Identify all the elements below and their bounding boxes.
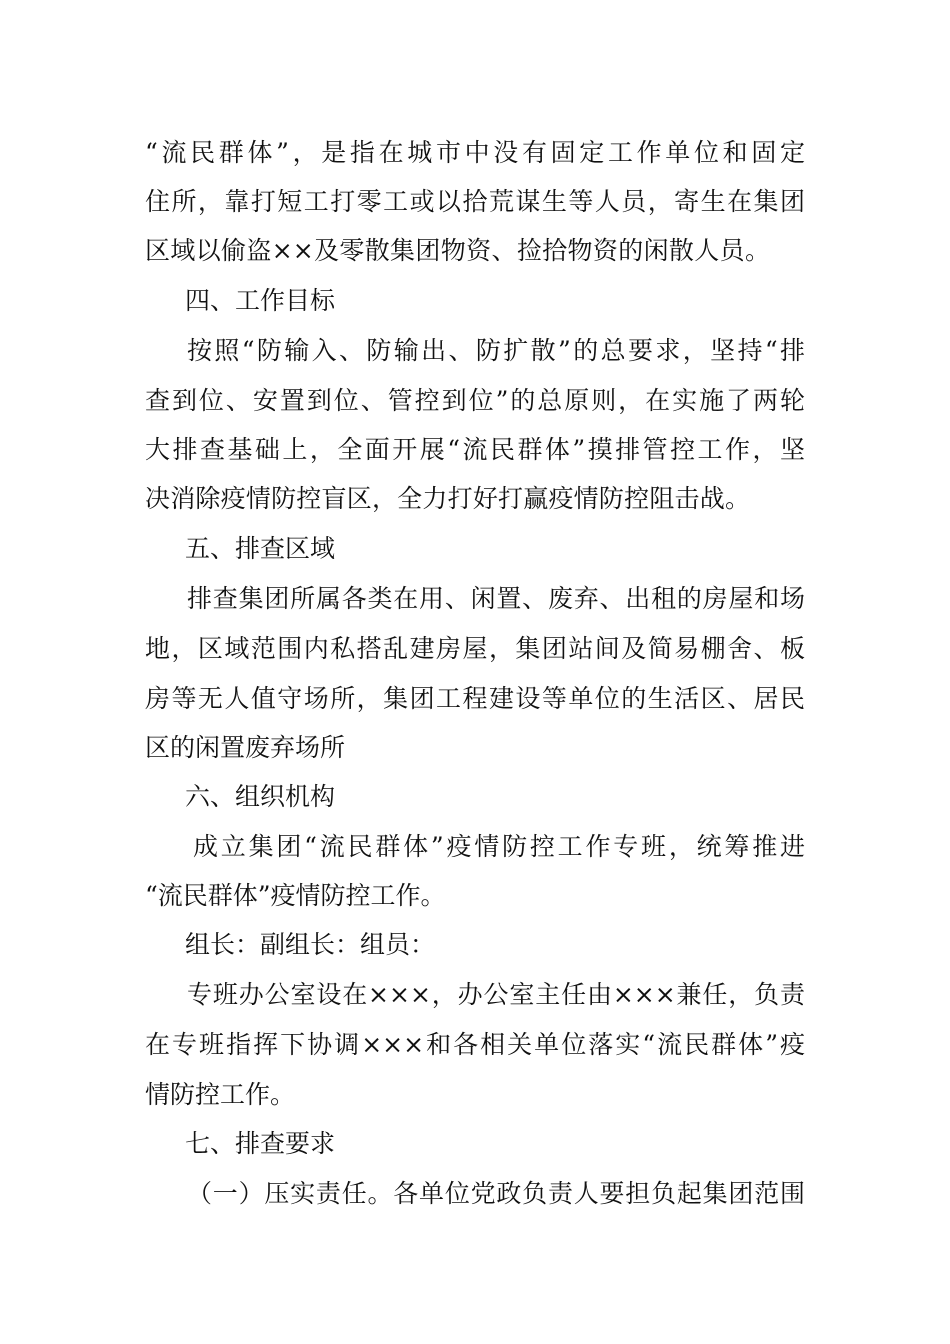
paragraph-line: 排查集团所属各类在用、闲置、废弃、出租的房屋和场 bbox=[187, 584, 805, 613]
paragraph-line: （一）压实责任。各单位党政负责人要担负起集团范围 bbox=[187, 1179, 805, 1208]
section-heading: 四、工作目标 bbox=[185, 286, 336, 315]
paragraph-line: “流民群体”，是指在城市中没有固定工作单位和固定 bbox=[145, 138, 805, 167]
paragraph-line: 区域以偷盗××及零散集团物资、捡拾物资的闲散人员。 bbox=[145, 236, 770, 265]
section-heading: 六、组织机构 bbox=[185, 782, 336, 811]
paragraph-line: 组长：副组长：组员： bbox=[185, 930, 436, 959]
paragraph-line: 查到位、安置到位、管控到位”的总原则，在实施了两轮 bbox=[145, 386, 805, 415]
paragraph-line: 成立集团“流民群体”疫情防控工作专班，统筹推进 bbox=[193, 832, 805, 861]
paragraph-line: 按照“防输入、防输出、防扩散”的总要求，坚持“排 bbox=[187, 336, 805, 365]
paragraph-line: 专班办公室设在×××，办公室主任由×××兼任，负责 bbox=[187, 980, 805, 1009]
paragraph-line: 大排查基础上，全面开展“流民群体”摸排管控工作，坚 bbox=[145, 435, 805, 464]
paragraph-line: 情防控工作。 bbox=[145, 1080, 296, 1109]
paragraph-line: 房等无人值守场所，集团工程建设等单位的生活区、居民 bbox=[145, 684, 805, 713]
paragraph-line: 住所，靠打短工打零工或以拾荒谋生等人员，寄生在集团 bbox=[145, 187, 805, 216]
paragraph-line: 地，区域范围内私搭乱建房屋，集团站间及简易棚舍、板 bbox=[145, 634, 805, 663]
paragraph-line: 在专班指挥下协调×××和各相关单位落实“流民群体”疫 bbox=[145, 1030, 805, 1059]
section-heading: 五、排查区域 bbox=[185, 534, 336, 563]
paragraph-line: “流民群体”疫情防控工作。 bbox=[145, 881, 446, 910]
paragraph-line: 决消除疫情防控盲区，全力打好打赢疫情防控阻击战。 bbox=[145, 484, 750, 513]
section-heading: 七、排查要求 bbox=[185, 1129, 336, 1158]
paragraph-line: 区的闲置废弃场所 bbox=[145, 733, 346, 762]
